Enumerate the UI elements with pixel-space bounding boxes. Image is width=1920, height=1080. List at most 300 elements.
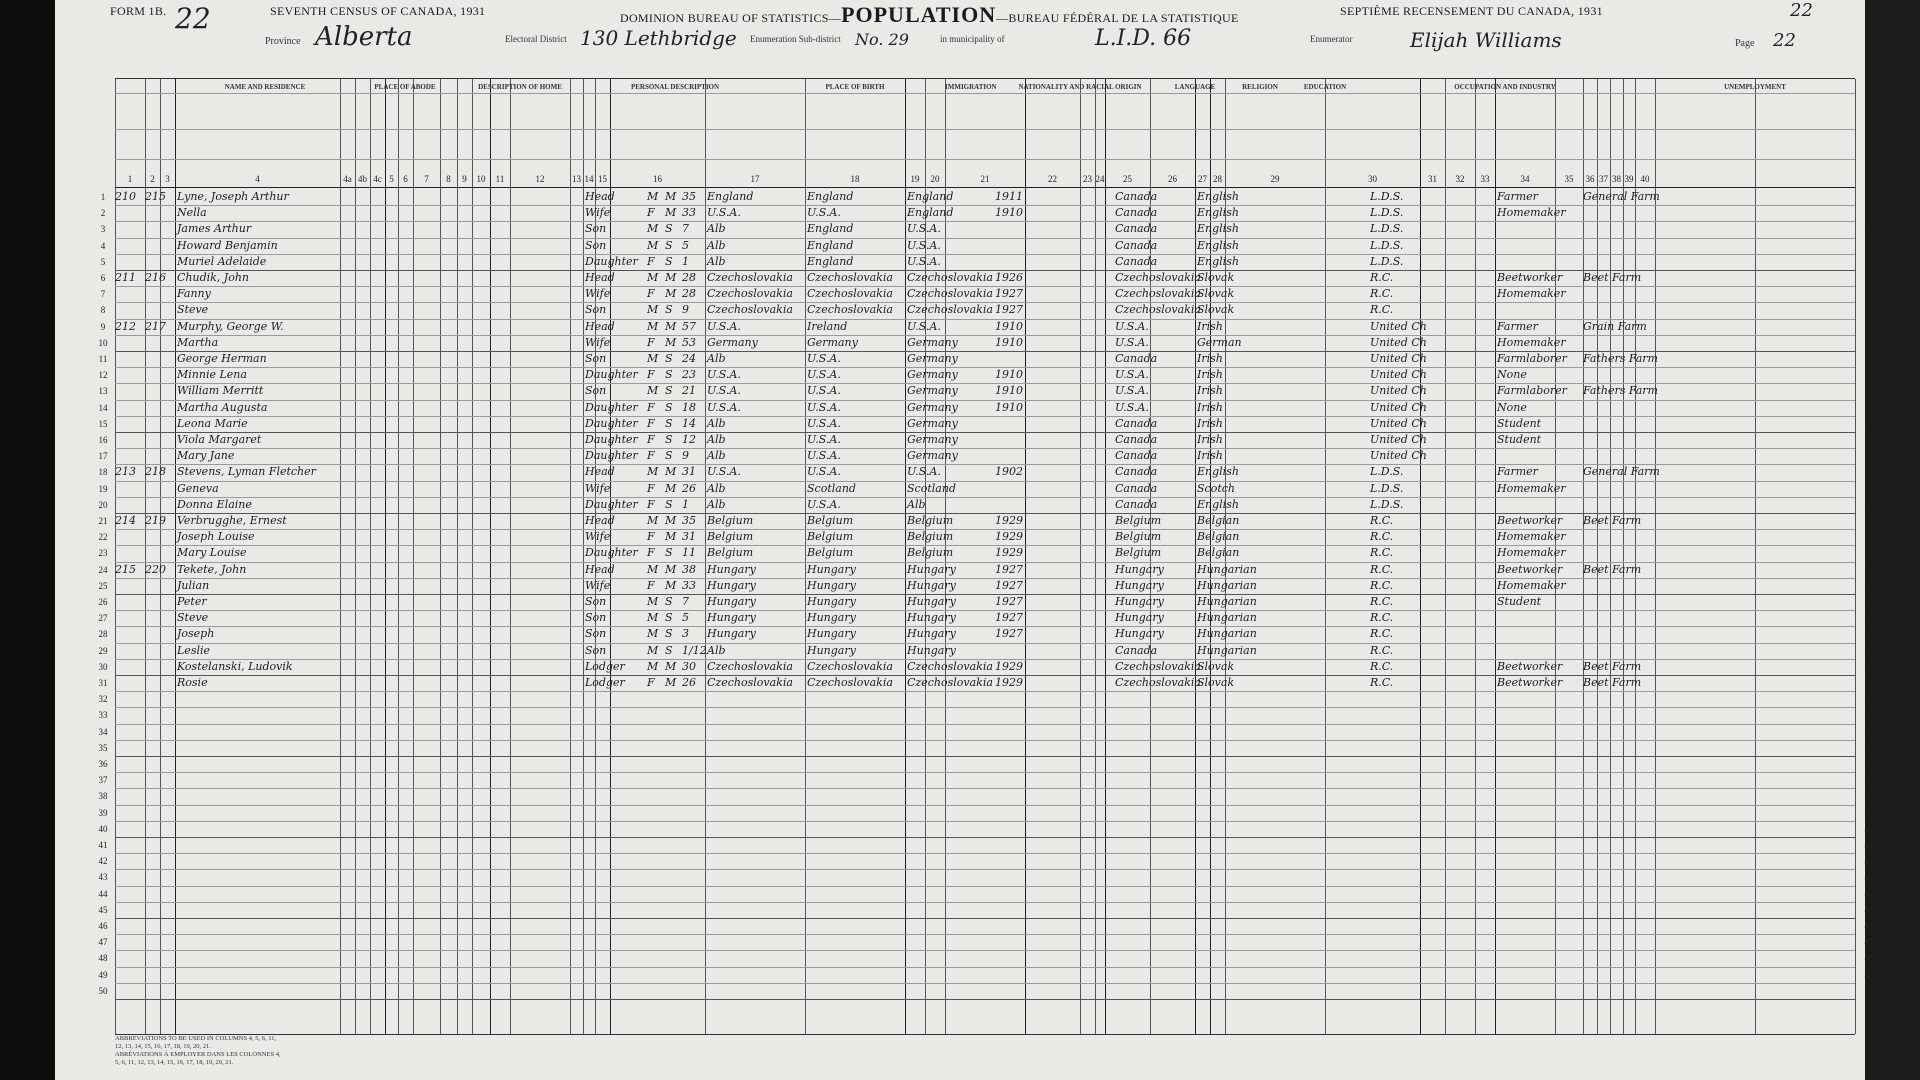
column-number: 4b	[358, 174, 367, 184]
record-race-cell: Irish	[1197, 352, 1223, 365]
record-fb-cell: U.S.A.	[807, 433, 841, 446]
record-age-cell: 12	[682, 433, 696, 446]
record-f-cell: 218	[145, 465, 166, 479]
line-number-right: 23	[1864, 548, 1874, 559]
record-occ-cell: Farmlaborer	[1497, 352, 1567, 365]
column-number: 6	[403, 174, 408, 184]
record-ms-cell: S	[665, 352, 673, 365]
district-value: 130 Lethbridge	[580, 26, 737, 50]
record-ms-cell: S	[665, 368, 673, 382]
row-rule	[115, 707, 1855, 708]
record-age-cell: 1/12	[682, 643, 707, 657]
record-age-cell: 33	[682, 578, 696, 592]
record-imm-cell: 1929	[995, 659, 1023, 673]
record-pb-cell: Alb	[707, 416, 726, 430]
record-imm-cell: 1910	[995, 319, 1023, 333]
record-occ-cell: Farmlaborer	[1497, 384, 1567, 398]
section-header: PERSONAL DESCRIPTION	[630, 83, 720, 91]
record-imm-cell: 1927	[995, 578, 1023, 592]
column-number: 7	[424, 174, 429, 184]
record-pb-cell: U.S.A.	[707, 368, 741, 382]
record-ms-cell: M	[665, 287, 677, 301]
record-age-cell: 11	[682, 546, 696, 560]
column-number: 39	[1624, 174, 1634, 184]
record-race-cell: German	[1197, 335, 1242, 349]
line-number-right: 25	[1864, 580, 1874, 591]
column-number: 27	[1198, 174, 1207, 184]
record-race-cell: Irish	[1197, 449, 1223, 463]
record-mb-cell: U.S.A.	[907, 238, 941, 252]
record-mb-cell: Belgium	[907, 514, 954, 527]
record-rel2-cell: United Ch	[1370, 319, 1427, 333]
record-rel-cell: Daughter	[585, 400, 638, 414]
record-sex-cell: M	[647, 271, 659, 284]
record-mb-cell: Hungary	[907, 578, 956, 592]
record-mb-cell: U.S.A.	[907, 319, 941, 333]
record-pb-cell: Czechoslovakia	[707, 271, 793, 284]
record-nat-cell: Canada	[1115, 254, 1158, 268]
line-number-left: 50	[98, 985, 108, 996]
record-pb-cell: U.S.A.	[707, 319, 741, 333]
line-number-left: 36	[98, 759, 108, 769]
record-fb-cell: Czechoslovakia	[807, 659, 893, 673]
record-nat-cell: Canada	[1115, 433, 1158, 446]
record-ms-cell: S	[665, 627, 673, 641]
record-rel-cell: Son	[585, 238, 607, 252]
record-nat-cell: Canada	[1115, 206, 1158, 220]
line-number-right: 3	[1866, 224, 1872, 235]
record-name-cell: Julian	[177, 578, 210, 592]
record-rel2-cell: R.C.	[1370, 530, 1394, 544]
line-number-left: 16	[98, 435, 108, 445]
record-rel2-cell: L.D.S.	[1370, 222, 1404, 236]
record-ind-cell: General Farm	[1583, 465, 1660, 479]
record-ms-cell: S	[665, 643, 673, 657]
municipality-label: in municipality of	[940, 34, 1005, 44]
header-rule	[115, 93, 1855, 94]
record-name-cell: Minnie Lena	[177, 368, 247, 382]
line-number-right: 10	[1864, 337, 1874, 348]
line-number-right: 4	[1866, 240, 1872, 251]
record-race-cell: Slovak	[1197, 303, 1235, 317]
record-fb-cell: U.S.A.	[807, 465, 841, 479]
record-ms-cell: S	[665, 433, 673, 446]
column-number: 10	[476, 174, 486, 184]
record-occ-cell: Homemaker	[1497, 481, 1566, 495]
column-number: 26	[1168, 174, 1177, 184]
record-pb-cell: Hungary	[707, 611, 756, 625]
record-rel-cell: Head	[585, 465, 615, 479]
column-number: 12	[535, 174, 545, 184]
record-sex-cell: F	[647, 433, 655, 446]
record-rel2-cell: R.C.	[1370, 627, 1394, 641]
record-race-cell: Irish	[1197, 319, 1223, 333]
section-header: NAME AND RESIDENCE	[224, 83, 306, 91]
line-number-right: 18	[1864, 467, 1874, 478]
record-nat-cell: Czechoslovakia	[1115, 303, 1201, 317]
line-number-left: 35	[98, 742, 108, 753]
line-number-right: 13	[1864, 386, 1874, 397]
province-value: Alberta	[315, 22, 413, 52]
line-number-left: 43	[98, 872, 108, 883]
line-number-left: 46	[98, 921, 108, 931]
record-rel2-cell: L.D.S.	[1370, 465, 1404, 479]
record-race-cell: Irish	[1197, 416, 1223, 430]
record-ms-cell: M	[665, 530, 677, 544]
record-pb-cell: Czechoslovakia	[707, 676, 793, 689]
record-imm-cell: 1910	[995, 400, 1023, 414]
record-sex-cell: M	[647, 352, 659, 365]
line-number-left: 17	[98, 451, 108, 462]
line-number-right: 1	[1866, 192, 1872, 202]
record-age-cell: 53	[682, 335, 696, 349]
record-nat-cell: Hungary	[1115, 611, 1164, 625]
record-nat-cell: Canada	[1115, 222, 1158, 236]
record-f-cell: 217	[145, 319, 166, 333]
record-pb-cell: Alb	[707, 433, 726, 446]
record-pb-cell: Hungary	[707, 627, 756, 641]
section-header: NATIONALITY AND RACIAL ORIGIN	[1018, 83, 1142, 91]
footer-abbreviations	[115, 1035, 285, 1067]
record-f-cell: 220	[145, 562, 166, 576]
record-age-cell: 28	[682, 287, 696, 301]
line-number-left: 23	[98, 548, 108, 559]
record-rel-cell: Son	[585, 303, 607, 317]
record-name-cell: Joseph	[177, 627, 215, 641]
record-nat-cell: Canada	[1115, 416, 1158, 430]
line-number-left: 24	[98, 564, 108, 575]
record-race-cell: English	[1197, 254, 1239, 268]
record-ms-cell: S	[665, 222, 673, 236]
record-sex-cell: M	[647, 303, 659, 317]
record-sex-cell: F	[647, 530, 655, 544]
record-occ-cell: Beetworker	[1497, 659, 1563, 673]
record-name-cell: Murphy, George W.	[177, 319, 284, 333]
record-ind-cell: Beet Farm	[1583, 562, 1642, 576]
column-number: 16	[653, 174, 662, 184]
record-rel-cell: Head	[585, 319, 615, 333]
record-rel2-cell: R.C.	[1370, 659, 1394, 673]
column-number: 40	[1640, 174, 1650, 184]
line-number-left: 26	[98, 597, 108, 607]
column-number: 23	[1083, 174, 1092, 184]
record-rel-cell: Wife	[585, 287, 611, 301]
record-age-cell: 3	[682, 627, 689, 641]
record-race-cell: Irish	[1197, 400, 1223, 414]
record-ms-cell: S	[665, 400, 673, 414]
record-ms-cell: M	[665, 659, 677, 673]
record-age-cell: 57	[682, 319, 696, 333]
record-race-cell: Slovak	[1197, 676, 1235, 689]
record-occ-cell: Farmer	[1497, 190, 1538, 203]
record-rel-cell: Head	[585, 190, 615, 203]
record-ms-cell: S	[665, 238, 673, 252]
record-fb-cell: Hungary	[807, 627, 856, 641]
record-imm-cell: 1929	[995, 514, 1023, 527]
record-name-cell: George Herman	[177, 352, 267, 365]
section-header: PLACE OF ABODE	[374, 83, 436, 91]
record-rel2-cell: United Ch	[1370, 352, 1427, 365]
record-race-cell: Hungarian	[1197, 611, 1257, 625]
row-rule	[115, 967, 1855, 968]
record-age-cell: 5	[682, 238, 689, 252]
record-fb-cell: Czechoslovakia	[807, 287, 893, 301]
record-occ-cell: Farmer	[1497, 319, 1538, 333]
line-number-right: 26	[1864, 597, 1874, 607]
record-pb-cell: Alb	[707, 352, 726, 365]
record-sex-cell: M	[647, 659, 659, 673]
record-rel-cell: Wife	[585, 335, 611, 349]
record-name-cell: Kostelanski, Ludovik	[177, 659, 293, 673]
record-mb-cell: Alb	[907, 497, 926, 511]
record-age-cell: 9	[682, 303, 689, 317]
record-f-cell: 219	[145, 514, 166, 527]
record-age-cell: 14	[682, 416, 696, 430]
line-number-right: 34	[1864, 726, 1874, 737]
record-name-cell: Lyne, Joseph Arthur	[177, 190, 289, 203]
record-race-cell: Belgian	[1197, 514, 1240, 527]
record-nat-cell: Canada	[1115, 238, 1158, 252]
line-number-left: 25	[98, 580, 108, 591]
record-sex-cell: M	[647, 465, 659, 479]
record-rel-cell: Daughter	[585, 254, 638, 268]
record-age-cell: 23	[682, 368, 696, 382]
column-number: 21	[980, 174, 990, 184]
record-sex-cell: M	[647, 319, 659, 333]
record-name-cell: James Arthur	[177, 222, 252, 236]
grid-column-rule	[1855, 79, 1856, 1034]
line-number-right: 2	[1866, 208, 1872, 219]
record-rel2-cell: L.D.S.	[1370, 190, 1404, 203]
record-pb-cell: Czechoslovakia	[707, 287, 793, 301]
record-pb-cell: U.S.A.	[707, 206, 741, 220]
line-number-left: 28	[98, 629, 108, 640]
section-header: PLACE OF BIRTH	[825, 83, 885, 91]
column-number: 37	[1599, 174, 1608, 184]
section-header: DESCRIPTION OF HOME	[478, 83, 562, 91]
record-rel2-cell: United Ch	[1370, 335, 1427, 349]
line-number-left: 13	[98, 386, 108, 397]
record-imm-cell: 1910	[995, 335, 1023, 349]
record-occ-cell: Beetworker	[1497, 271, 1563, 284]
record-ms-cell: S	[665, 595, 673, 608]
record-ms-cell: M	[665, 190, 677, 203]
line-number-right: 28	[1864, 629, 1874, 640]
record-ms-cell: M	[665, 562, 677, 576]
record-occ-cell: Farmer	[1497, 465, 1538, 479]
record-nat-cell: Belgium	[1115, 514, 1162, 527]
record-imm-cell: 1927	[995, 611, 1023, 625]
record-age-cell: 18	[682, 400, 696, 414]
record-nat-cell: U.S.A.	[1115, 384, 1149, 398]
record-nat-cell: Czechoslovakia	[1115, 287, 1201, 301]
record-name-cell: Fanny	[177, 287, 211, 301]
census-title-fr: SEPTIÈME RECENSEMENT DU CANADA, 1931	[1340, 4, 1603, 18]
record-rel-cell: Head	[585, 514, 615, 527]
record-nat-cell: Hungary	[1115, 578, 1164, 592]
province-label: Province	[265, 36, 301, 47]
record-nat-cell: Czechoslovakia	[1115, 676, 1201, 689]
column-number: 20	[930, 174, 940, 184]
record-rel-cell: Son	[585, 222, 607, 236]
record-fb-cell: U.S.A.	[807, 449, 841, 463]
row-rule	[115, 805, 1855, 806]
record-nat-cell: Belgium	[1115, 530, 1162, 544]
record-ind-cell: Fathers Farm	[1583, 384, 1658, 398]
record-fb-cell: Belgium	[807, 530, 854, 544]
record-pb-cell: Germany	[707, 335, 758, 349]
row-rule	[115, 788, 1855, 789]
line-number-right: 27	[1864, 613, 1874, 624]
record-mb-cell: Hungary	[907, 627, 956, 641]
column-number: 38	[1612, 174, 1621, 184]
record-ind-cell: Fathers Farm	[1583, 352, 1658, 365]
line-number-right: 7	[1866, 289, 1872, 300]
section-header: RELIGION	[1242, 83, 1278, 91]
line-number-left: 29	[98, 645, 108, 656]
record-pb-cell: Czechoslovakia	[707, 659, 793, 673]
record-d-cell: 210	[115, 190, 136, 203]
record-age-cell: 7	[682, 222, 689, 236]
record-name-cell: Martha Augusta	[177, 400, 268, 414]
record-name-cell: Mary Jane	[177, 449, 235, 463]
row-rule	[115, 934, 1855, 935]
record-fb-cell: U.S.A.	[807, 368, 841, 382]
record-ind-cell: Grain Farm	[1583, 319, 1647, 333]
scan-left-border	[0, 0, 55, 1080]
line-number-left: 12	[98, 370, 108, 381]
row-rule	[115, 772, 1855, 773]
column-number: 19	[910, 174, 920, 184]
record-pb-cell: Belgium	[707, 546, 754, 560]
line-number-left: 8	[100, 305, 106, 316]
record-imm-cell: 1929	[995, 530, 1023, 544]
record-pb-cell: Alb	[707, 254, 726, 268]
row-rule	[115, 724, 1855, 725]
page-label: Page	[1735, 38, 1755, 49]
line-number-left: 48	[98, 953, 108, 964]
record-race-cell: Slovak	[1197, 271, 1235, 284]
row-rule	[115, 837, 1855, 838]
row-rule	[115, 691, 1855, 692]
district-label: Electoral District	[505, 34, 567, 44]
record-name-cell: Chudik, John	[177, 271, 250, 284]
enumerator-label: Enumerator	[1310, 34, 1353, 44]
line-number-right: 31	[1864, 678, 1874, 688]
record-rel-cell: Son	[585, 595, 607, 608]
record-nat-cell: Hungary	[1115, 595, 1164, 608]
record-ms-cell: M	[665, 676, 677, 689]
record-sex-cell: M	[647, 514, 659, 527]
record-rel-cell: Daughter	[585, 497, 638, 511]
record-sex-cell: F	[647, 481, 655, 495]
record-race-cell: Hungarian	[1197, 578, 1257, 592]
line-number-left: 18	[98, 467, 108, 478]
record-ms-cell: S	[665, 449, 673, 463]
record-fb-cell: Belgium	[807, 514, 854, 527]
column-number: 29	[1270, 174, 1280, 184]
line-number-right: 36	[1864, 759, 1874, 769]
record-name-cell: Steve	[177, 303, 209, 317]
line-number-left: 47	[98, 937, 108, 948]
record-name-cell: Nella	[177, 206, 207, 220]
record-fb-cell: Hungary	[807, 578, 856, 592]
record-pb-cell: U.S.A.	[707, 465, 741, 479]
record-name-cell: Steve	[177, 611, 209, 625]
record-d-cell: 212	[115, 319, 136, 333]
record-fb-cell: Belgium	[807, 546, 854, 560]
record-fb-cell: Hungary	[807, 595, 856, 608]
record-sex-cell: F	[647, 449, 655, 463]
record-imm-cell: 1911	[995, 190, 1023, 203]
record-pb-cell: Alb	[707, 222, 726, 236]
record-pb-cell: U.S.A.	[707, 384, 741, 398]
line-number-left: 38	[98, 791, 108, 802]
record-age-cell: 33	[682, 206, 696, 220]
record-nat-cell: Canada	[1115, 352, 1158, 365]
record-ind-cell: Beet Farm	[1583, 514, 1642, 527]
record-pb-cell: Hungary	[707, 562, 756, 576]
record-nat-cell: Hungary	[1115, 627, 1164, 641]
column-number: 18	[850, 174, 860, 184]
record-rel2-cell: R.C.	[1370, 595, 1394, 608]
record-ms-cell: S	[665, 303, 673, 317]
record-name-cell: Geneva	[177, 481, 219, 495]
subdistrict-number: No. 29	[855, 30, 909, 49]
section-header: UNEMPLOYMENT	[1724, 83, 1786, 91]
record-rel-cell: Head	[585, 271, 615, 284]
census-grid	[98, 78, 1874, 1035]
row-rule	[115, 983, 1855, 984]
record-pb-cell: England	[707, 190, 754, 203]
record-ms-cell: M	[665, 335, 677, 349]
record-mb-cell: U.S.A.	[907, 465, 941, 479]
record-race-cell: English	[1197, 465, 1239, 479]
record-occ-cell: Beetworker	[1497, 562, 1563, 576]
record-occ-cell: Student	[1497, 416, 1542, 430]
record-mb-cell: Germany	[907, 384, 958, 398]
record-mb-cell: Germany	[907, 449, 958, 463]
record-rel-cell: Daughter	[585, 368, 638, 382]
column-number: 5	[389, 174, 394, 184]
record-imm-cell: 1927	[995, 287, 1023, 301]
column-number: 22	[1048, 174, 1057, 184]
record-nat-cell: Canada	[1115, 190, 1158, 203]
record-nat-cell: Belgium	[1115, 546, 1162, 560]
record-age-cell: 21	[682, 384, 696, 398]
record-rel2-cell: R.C.	[1370, 271, 1394, 284]
record-nat-cell: Canada	[1115, 643, 1158, 657]
line-number-right: 44	[1864, 888, 1874, 899]
record-race-cell: Irish	[1197, 384, 1223, 398]
row-rule	[115, 950, 1855, 951]
line-number-left: 6	[100, 273, 106, 283]
column-number: 15	[598, 174, 607, 184]
record-mb-cell: Hungary	[907, 643, 956, 657]
record-age-cell: 35	[682, 514, 696, 527]
line-number-left: 40	[98, 823, 108, 834]
record-imm-cell: 1929	[995, 676, 1023, 689]
record-d-cell: 213	[115, 465, 136, 479]
line-number-right: 12	[1864, 370, 1874, 381]
record-pb-cell: Alb	[707, 238, 726, 252]
line-number-right: 20	[1864, 499, 1874, 510]
record-pb-cell: Hungary	[707, 578, 756, 592]
record-fb-cell: U.S.A.	[807, 206, 841, 220]
record-race-cell: English	[1197, 238, 1239, 252]
record-fb-cell: Scotland	[807, 481, 856, 495]
line-number-left: 44	[98, 888, 108, 899]
